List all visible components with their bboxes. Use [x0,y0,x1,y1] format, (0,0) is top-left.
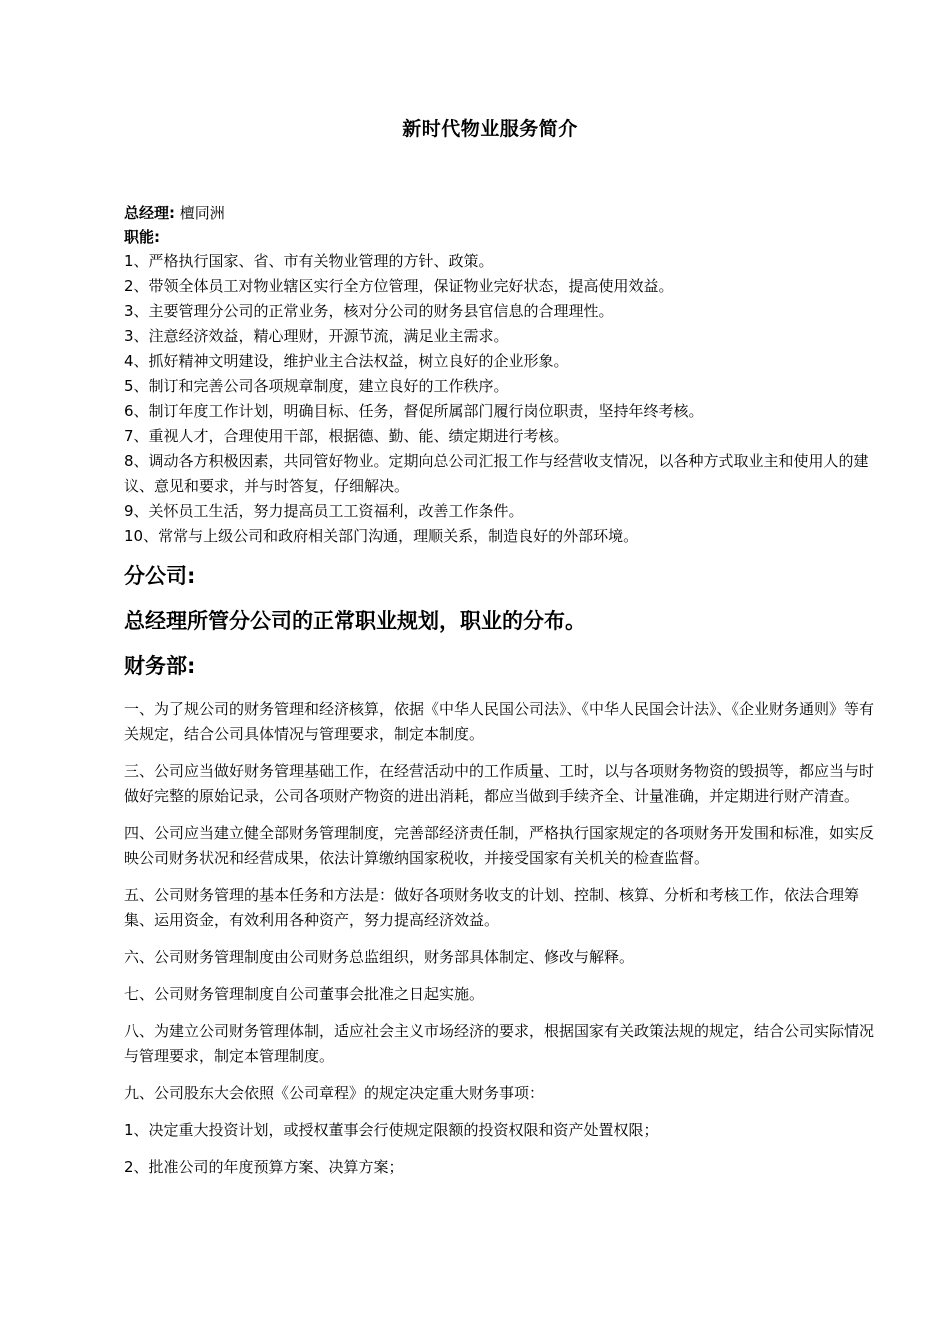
finance-items-list [124,697,876,1180]
branch-heading: 分公司: [124,564,196,588]
general-manager-name: 檀同洲 [179,204,225,222]
duty-item: 2、带领全体员工对物业辖区实行全方位管理，保证物业完好状态，提高使用效益。 [124,277,674,295]
finance-item: 八、为建立公司财务管理体制，适应社会主义市场经济的要求，根据国家有关政策法规的规定，结合公司实际情况与管理要求，制定本管理制度。 [124,1022,875,1065]
finance-item: 2、批准公司的年度预算方案、决算方案； [124,1158,404,1176]
duty-item: 1、严格执行国家、省、市有关物业管理的方针、政策。 [124,252,494,270]
finance-heading: 财务部: [124,654,196,678]
finance-item: 四、公司应当建立健全部财务管理制度，完善部经济责任制，严格执行国家规定的各项财务开发围和标准，如实反映公司财务状况和经营成果，依法计算缴纳国家税收，并接受国家有关机关的检查监督。 [124,824,875,867]
finance-item: 九、公司股东大会依照《公司章程》的规定决定重大财务事项： [124,1084,545,1102]
duty-item: 8、调动各方积极因素，共同管好物业。定期向总公司汇报工作与经营收支情况，以各种方式取业主和使用人的建议、意见和要求，并与时答复，仔细解决。 [124,452,869,495]
duty-item: 10、常常与上级公司和政府相关部门沟通，理顺关系，制造良好的外部环境。 [124,527,639,545]
duty-item: 3、主要管理分公司的正常业务，核对分公司的财务县官信息的合理理性。 [124,302,614,320]
duty-item: 9、关怀员工生活，努力提高员工工资福利，改善工作条件。 [124,502,524,520]
duty-item: 4、抓好精神文明建设，维护业主合法权益，树立良好的企业形象。 [124,352,569,370]
duty-item: 3、注意经济效益，精心理财，开源节流，满足业主需求。 [124,327,509,345]
general-manager-label: 总经理: [124,204,175,222]
general-manager-line [124,201,876,225]
finance-item: 七、公司财务管理制度自公司董事会批准之日起实施。 [124,985,485,1003]
finance-item: 一、为了规公司的财务管理和经济核算，依据《中华人民国公司法》、《中华人民国会计法》、《企业财务通则》等有关规定，结合公司具体情况与管理要求，制定本制度。 [124,700,875,743]
duty-item: 6、制订年度工作计划，明确目标、任务，督促所属部门履行岗位职责，坚持年终考核。 [124,402,704,420]
finance-item: 五、公司财务管理的基本任务和方法是：做好各项财务收支的计划、控制、核算、分析和考核工作，依法合理筹集、运用资金，有效利用各种资产，努力提高经济效益。 [124,886,860,929]
finance-item: 六、公司财务管理制度由公司财务总监组织，财务部具体制定、修改与解释。 [124,948,635,966]
finance-item: 1、决定重大投资计划，或授权董事会行使规定限额的投资权限和资产处置权限； [124,1121,659,1139]
duties-label: 职能: [124,228,160,246]
duties-list [124,249,876,549]
duty-item: 5、制订和完善公司各项规章制度，建立良好的工作秩序。 [124,377,509,395]
branch-description: 总经理所管分公司的正常职业规划，职业的分布。 [124,609,586,633]
duty-item: 7、重视人才，合理使用干部，根据德、勤、能、绩定期进行考核。 [124,427,569,445]
document-title: 新时代物业服务简介 [402,118,578,140]
finance-item: 三、公司应当做好财务管理基础工作，在经营活动中的工作质量、工时，以与各项财务物资的毁损等，都应当与时做好完整的原始记录，公司各项财产物资的进出消耗，都应当做到手续齐全、计量准确，并定期进行财产清查。 [124,762,875,805]
document-body [124,201,876,1192]
